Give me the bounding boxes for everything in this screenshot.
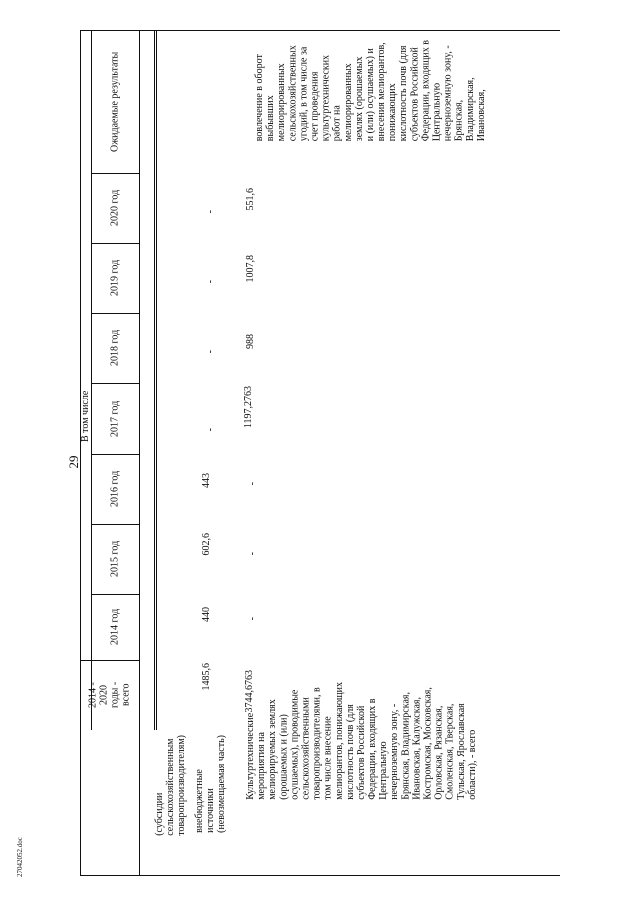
year-label: 2017 год xyxy=(109,400,121,437)
column-rule-header-3 xyxy=(154,30,155,730)
result-line: мелиорированных xyxy=(276,63,288,142)
row-name-line: Брянская, Владимирская, xyxy=(400,692,412,800)
year-label: 2016 год xyxy=(109,470,121,508)
row-offbudget-2014: 440 xyxy=(201,607,212,622)
row-culture-measures-2018: 988 xyxy=(245,334,256,349)
row-name-line: товаропроизводителям) xyxy=(176,735,188,836)
row-offbudget-2017: - xyxy=(205,428,216,432)
header-year-2017 xyxy=(91,383,139,454)
header-period-line: всего xyxy=(120,683,132,707)
column-rule-header-4 xyxy=(156,30,157,730)
row-name-line: (орошаемых и (или) xyxy=(278,714,290,800)
result-line: выбывших xyxy=(265,95,277,142)
file-footer: 27042052.doc xyxy=(16,837,24,877)
row-culture-measures-2016: - xyxy=(247,482,258,486)
row-culture-measures-results xyxy=(254,40,487,141)
result-line: понижающих xyxy=(387,83,399,142)
header-year-2014 xyxy=(91,594,139,660)
column-rule-header-2 xyxy=(139,30,140,875)
row-culture-measures-total: 3744,6763 xyxy=(244,670,255,713)
row-name-line: Ивановская, Калужская, xyxy=(411,697,423,800)
row-subsidies-name xyxy=(154,735,187,836)
result-line: работ на xyxy=(331,105,343,142)
result-line: Ивановская, xyxy=(475,89,487,142)
row-name-line: субъектов Российской xyxy=(355,705,367,800)
row-culture-measures-2019: 1007,8 xyxy=(245,255,256,283)
result-line: вовлечение в оборот xyxy=(254,54,265,142)
row-offbudget-name xyxy=(194,735,227,833)
row-culture-measures-2015: - xyxy=(247,552,258,556)
page-number: 29 xyxy=(66,455,81,469)
row-name-line: сельскохозяйственным xyxy=(165,738,177,836)
row-offbudget-2015: 602,6 xyxy=(201,533,212,556)
table-bottom-border xyxy=(80,875,560,876)
result-line: культуртехнических xyxy=(320,54,332,142)
result-line: внесения мелиорантов, xyxy=(376,42,388,142)
result-line: Брянская, xyxy=(453,99,465,142)
row-name-line: мелиорируемых землях xyxy=(267,699,279,800)
result-line: сельскохозяйственных xyxy=(287,45,299,142)
row-name-line: кислотность почв (для xyxy=(344,704,356,800)
row-name-line: мелиорантов, понижающих xyxy=(333,682,345,800)
header-period-line: 2014 - xyxy=(87,682,99,708)
header-period-line: 2020 xyxy=(98,685,110,705)
row-offbudget-2020: - xyxy=(205,210,216,214)
result-line: субъектов Российской xyxy=(409,47,421,142)
result-line: землях (орошаемых xyxy=(353,56,365,142)
row-name-line: товаропроизводителями, в xyxy=(311,687,323,800)
year-label: 2015 год xyxy=(109,540,121,578)
year-label: 2014 год xyxy=(109,608,121,646)
result-line: мелиорированных xyxy=(342,63,354,142)
header-year-2020 xyxy=(91,173,139,243)
row-name-line: Культуртехнические xyxy=(245,712,256,800)
row-name-line: сельскохозяйственными xyxy=(300,697,312,800)
row-name-line: Федерации, входящих в xyxy=(367,698,379,800)
row-name-line: области), - всего xyxy=(466,729,478,800)
header-period-line: годы - xyxy=(109,681,121,709)
year-label: 2020 год xyxy=(109,189,121,227)
header-year-2019 xyxy=(91,243,139,313)
row-culture-measures-2020: 551,6 xyxy=(245,188,256,211)
result-line: угодий, в том числе за xyxy=(298,46,310,142)
table-top-border xyxy=(80,30,560,31)
header-year-2016 xyxy=(91,454,139,524)
row-name-line: мероприятия на xyxy=(256,732,268,800)
row-name-line: Центральную xyxy=(378,741,390,800)
header-expected-results xyxy=(91,30,139,173)
year-label: 2018 год xyxy=(109,329,121,367)
row-culture-measures-2017: 1197,2763 xyxy=(243,386,254,429)
row-name-line: (невозмещаемая часть) xyxy=(216,735,228,833)
row-name-line: Смоленская, Тверская, xyxy=(444,703,456,800)
result-line: и (или) осушаемых) и xyxy=(364,48,376,142)
result-line: Центральную xyxy=(431,82,443,142)
header-period-total xyxy=(80,660,139,730)
row-offbudget-total: 1485,6 xyxy=(201,663,212,691)
result-line: Федерации, входящих в xyxy=(420,40,432,142)
header-year-2015 xyxy=(91,524,139,594)
row-name-line: осушаемых), проводимые xyxy=(289,689,301,800)
budget-table xyxy=(80,30,560,875)
row-name-line: (субсидии xyxy=(154,792,165,836)
row-name-line: нечерноземную зону, - xyxy=(389,703,401,800)
row-name-line: том числе внесение xyxy=(322,716,334,800)
row-culture-measures-name xyxy=(245,682,478,800)
row-offbudget-2016: 443 xyxy=(201,473,212,488)
row-name-line: внебюджетные xyxy=(194,769,205,833)
header-in-that-number xyxy=(80,173,91,660)
header-in-that-number-label: В том числе xyxy=(79,390,91,443)
row-name-line: Орловская, Рязанская, xyxy=(433,705,445,800)
row-name-line: Костромская, Московская, xyxy=(422,687,434,800)
expected-results-label: Ожидаемые результаты xyxy=(109,51,121,152)
year-label: 2019 год xyxy=(109,259,121,297)
result-line: Владимирская, xyxy=(464,77,476,142)
result-line: счет проведения xyxy=(309,71,321,142)
row-culture-measures-2014: - xyxy=(247,617,258,621)
row-name-line: источники xyxy=(205,788,217,833)
row-name-line: Тульская, Ярославская xyxy=(455,703,467,800)
row-offbudget-2019: - xyxy=(205,280,216,284)
result-line: кислотность почв (для xyxy=(398,45,410,142)
result-line: нечерноземную зону, - xyxy=(442,45,454,142)
header-year-2018 xyxy=(91,313,139,383)
row-offbudget-2018: - xyxy=(205,350,216,354)
